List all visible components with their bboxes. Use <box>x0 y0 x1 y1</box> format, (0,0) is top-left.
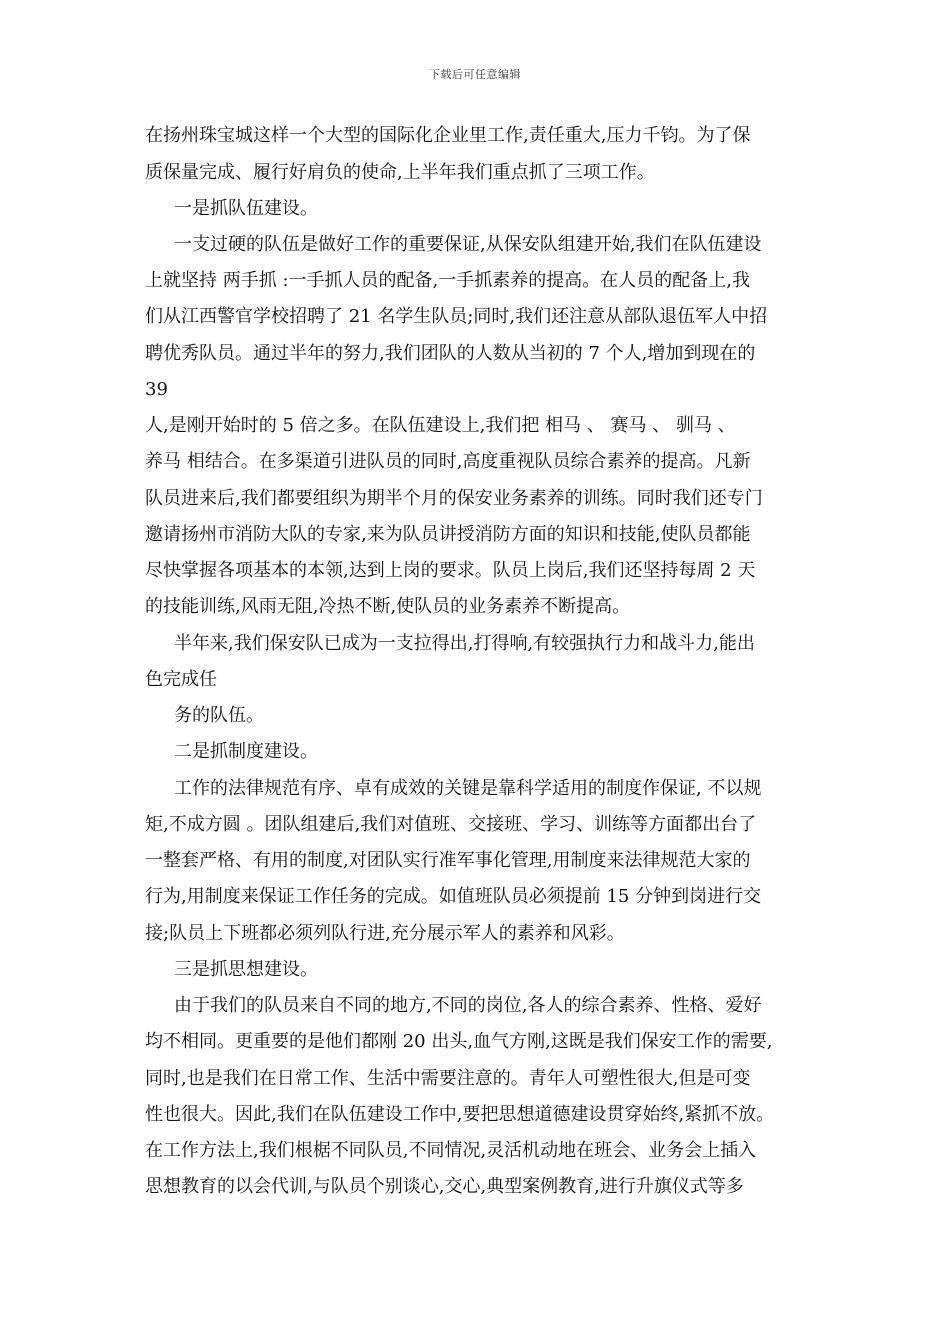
body-line: 务的队伍。 <box>174 705 264 726</box>
body-line: 尽快掌握各项基本的本领,达到上岗的要求。队员上岗后,我们还坚持每周 2 天 <box>145 560 756 581</box>
body-line: 矩,不成方圆 。团队组建后,我们对值班、交接班、学习、训练等方面都出台了 <box>145 814 757 835</box>
body-line: 思想教育的以会代训,与队员个别谈心,交心,典型案例教育,进行升旗仪式等多 <box>145 1176 744 1197</box>
body-line: 邀请扬州市消防大队的专家,来为队员讲授消防方面的知识和技能,使队员都能 <box>145 524 751 545</box>
body-line: 均不相同。更重要的是他们都刚 20 出头,血气方刚,这既是我们保安工作的需要, <box>145 1031 773 1052</box>
body-line: 一整套严格、有用的制度,对团队实行准军事化管理,用制度来法律规范大家的 <box>145 850 751 871</box>
section-heading: 二是抓制度建设。 <box>174 741 318 762</box>
body-line: 聘优秀队员。通过半年的努力,我们团队的人数从当初的 7 个人,增加到现在的 <box>145 343 756 364</box>
body-line: 质保量完成、履行好肩负的使命,上半年我们重点抓了三项工作。 <box>145 162 655 183</box>
page-header: 下载后可任意编辑 <box>429 68 521 81</box>
body-line: 在扬州珠宝城这样一个大型的国际化企业里工作,责任重大,压力千钧。为了保 <box>145 125 751 146</box>
section-heading: 一是抓队伍建设。 <box>174 198 318 219</box>
body-line: 行为,用制度来保证工作任务的完成。如值班队员必须提前 15 分钟到岗进行交 <box>145 886 762 907</box>
section-heading: 三是抓思想建设。 <box>174 959 318 980</box>
body-line: 半年来,我们保安队已成为一支拉得出,打得响,有较强执行力和战斗力,能出 <box>174 633 755 654</box>
body-line: 工作的法律规范有序、卓有成效的关键是靠科学适用的制度作保证, 不以规 <box>174 778 762 799</box>
body-line: 色完成任 <box>145 669 217 690</box>
body-line: 养马 相结合。在多渠道引进队员的同时,高度重视队员综合素养的提高。凡新 <box>145 451 751 472</box>
body-line: 们从江西警官学校招聘了 21 名学生队员;同时,我们还注意从部队退伍军人中招 <box>145 306 768 327</box>
body-line: 队员进来后,我们都要组织为期半个月的保安业务素养的训练。同时我们还专门 <box>145 488 763 509</box>
body-line: 上就坚持 两手抓 :一手抓人员的配备,一手抓素养的提高。在人员的配备上,我 <box>145 270 750 291</box>
body-line: 在工作方法上,我们根椐不同队员,不同情况,灵活机动地在班会、业务会上插入 <box>145 1140 757 1161</box>
body-line: 由于我们的队员来自不同的地方,不同的岗位,各人的综合素养、性格、爱好 <box>174 995 762 1016</box>
body-line: 一支过硬的队伍是做好工作的重要保证,从保安队组建开始,我们在队伍建设 <box>174 234 762 255</box>
body-line: 39 <box>145 379 168 400</box>
body-line: 人,是刚开始时的 5 倍之多。在队伍建设上,我们把 相马 、 赛马 、 驯马 、 <box>145 415 736 436</box>
body-line: 同时,也是我们在日常工作、生活中需要注意的。青年人可塑性很大,但是可变 <box>145 1068 751 1089</box>
body-line: 接;队员上下班都必须列队行进,充分展示军人的素养和风彩。 <box>145 923 625 944</box>
body-line: 性也很大。因此,我们在队伍建设工作中,要把思想道德建设贯穿始终,紧抓不放。 <box>145 1104 775 1125</box>
body-line: 的技能训练,风雨无阻,冷热不断,使队员的业务素养不断提高。 <box>145 596 631 617</box>
